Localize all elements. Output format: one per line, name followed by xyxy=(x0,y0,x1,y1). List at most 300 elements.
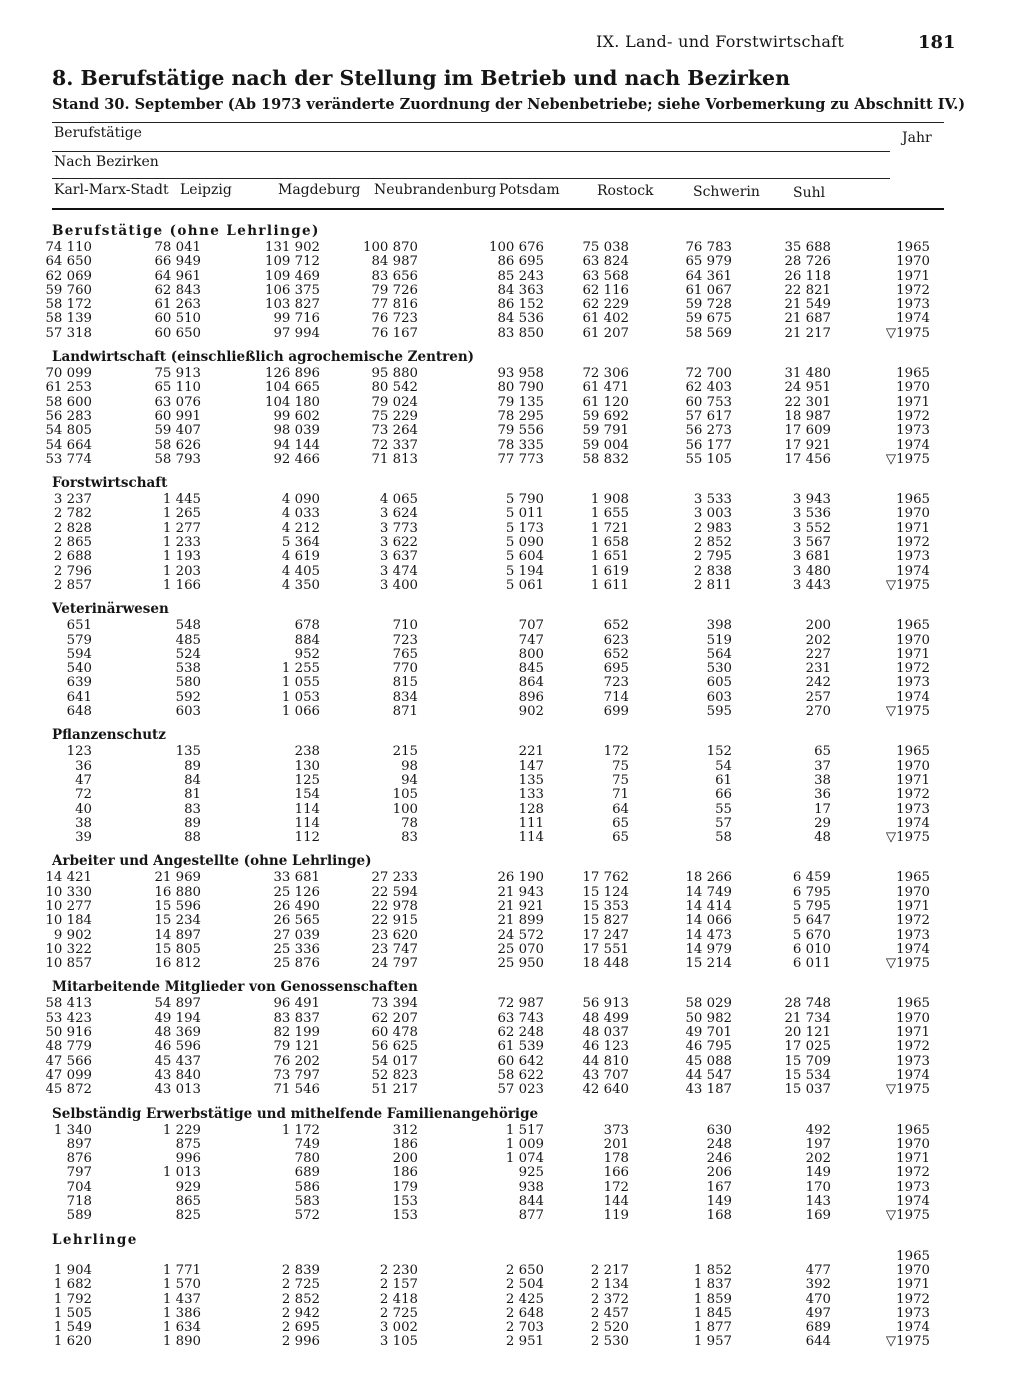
cell-suhl: 3 567 xyxy=(792,535,831,551)
cell-jahr: 1971 xyxy=(896,772,930,788)
cell-potsdam: 93 958 xyxy=(497,366,544,382)
cell-suhl: 48 xyxy=(814,830,831,846)
table-row xyxy=(0,997,1024,1011)
cell-karl-marx-stadt: 39 xyxy=(75,830,92,846)
cell-karl-marx-stadt: 53 774 xyxy=(45,451,92,467)
cell-karl-marx-stadt: 64 650 xyxy=(45,254,92,270)
cell-rostock: 1 908 xyxy=(590,492,629,508)
cell-neubrandenburg: 83 656 xyxy=(371,268,418,284)
cell-suhl: 5 647 xyxy=(792,913,831,929)
cell-magdeburg: 1 172 xyxy=(281,1122,320,1138)
cell-karl-marx-stadt: 10 330 xyxy=(45,884,92,900)
cell-neubrandenburg: 3 773 xyxy=(379,520,418,536)
cell-jahr: 1970 xyxy=(896,632,930,648)
cell-potsdam: 61 539 xyxy=(497,1039,544,1055)
cell-schwerin: 64 361 xyxy=(685,268,732,284)
cell-schwerin: 167 xyxy=(706,1179,732,1195)
cell-karl-marx-stadt: 540 xyxy=(66,661,92,677)
cell-suhl: 169 xyxy=(805,1208,831,1224)
cell-leipzig: 875 xyxy=(175,1136,201,1152)
header-bezirk-neubrandenburg: Neubrandenburg xyxy=(374,182,497,198)
cell-leipzig: 43 840 xyxy=(154,1067,201,1083)
table-row xyxy=(0,803,1024,817)
cell-rostock: 59 692 xyxy=(582,408,629,424)
cell-neubrandenburg: 312 xyxy=(392,1122,418,1138)
cell-karl-marx-stadt: 2 782 xyxy=(53,506,92,522)
cell-schwerin: 60 753 xyxy=(685,394,732,410)
cell-neubrandenburg: 3 624 xyxy=(379,506,418,522)
cell-potsdam: 84 363 xyxy=(497,282,544,298)
cell-leipzig: 1 193 xyxy=(162,549,201,565)
cell-leipzig: 89 xyxy=(184,758,201,774)
cell-rostock: 1 721 xyxy=(590,520,629,536)
cell-karl-marx-stadt: 10 322 xyxy=(45,941,92,957)
cell-potsdam: 100 676 xyxy=(489,240,544,255)
cell-magdeburg: 79 121 xyxy=(273,1039,320,1055)
cell-magdeburg: 126 896 xyxy=(265,366,320,382)
table-row xyxy=(0,1250,1024,1264)
cell-leipzig: 1 634 xyxy=(162,1320,201,1336)
table-row xyxy=(0,493,1024,507)
cell-neubrandenburg: 710 xyxy=(392,618,418,634)
cell-schwerin: 149 xyxy=(706,1194,732,1210)
cell-karl-marx-stadt: 594 xyxy=(66,646,92,662)
cell-schwerin: 44 547 xyxy=(685,1067,732,1083)
cell-schwerin: 58 xyxy=(715,830,732,846)
cell-karl-marx-stadt: 876 xyxy=(66,1151,92,1167)
table-row xyxy=(0,396,1024,410)
cell-schwerin: 248 xyxy=(706,1136,732,1152)
cell-magdeburg: 71 546 xyxy=(273,1082,320,1098)
cell-schwerin: 58 569 xyxy=(685,325,732,341)
cell-suhl: 15 037 xyxy=(784,1082,831,1098)
cell-magdeburg: 92 466 xyxy=(273,451,320,467)
cell-schwerin: 2 795 xyxy=(693,549,732,565)
table-row xyxy=(0,439,1024,453)
cell-leipzig: 49 194 xyxy=(154,1010,201,1026)
cell-schwerin: 206 xyxy=(706,1165,732,1181)
table-row xyxy=(0,1278,1024,1292)
cell-karl-marx-stadt: 1 620 xyxy=(53,1334,92,1350)
cell-neubrandenburg: 3 105 xyxy=(379,1334,418,1350)
cell-neubrandenburg: 22 915 xyxy=(371,913,418,929)
cell-neubrandenburg: 765 xyxy=(392,646,418,662)
cell-jahr: 1974 xyxy=(896,689,930,705)
cell-suhl: 644 xyxy=(805,1334,831,1350)
cell-jahr: 1973 xyxy=(896,423,930,439)
header-rule-bottom xyxy=(52,208,944,210)
header-bezirk-suhl: Suhl xyxy=(793,185,826,201)
table-row xyxy=(0,705,1024,719)
table-row xyxy=(0,507,1024,521)
cell-schwerin: 2 811 xyxy=(693,577,732,593)
cell-jahr: ▽1975 xyxy=(885,577,930,593)
cell-magdeburg: 82 199 xyxy=(273,1025,320,1041)
table-row xyxy=(0,1166,1024,1180)
cell-potsdam: 60 642 xyxy=(497,1053,544,1069)
cell-potsdam: 111 xyxy=(518,815,544,831)
cell-magdeburg: 94 144 xyxy=(273,437,320,453)
table-row xyxy=(0,1321,1024,1335)
cell-rostock: 59 791 xyxy=(582,423,629,439)
cell-neubrandenburg: 22 978 xyxy=(371,898,418,914)
cell-rostock: 61 207 xyxy=(582,325,629,341)
cell-magdeburg: 114 xyxy=(294,815,320,831)
cell-suhl: 15 709 xyxy=(784,1053,831,1069)
table-row xyxy=(0,871,1024,885)
cell-neubrandenburg: 95 880 xyxy=(371,366,418,382)
cell-potsdam: 114 xyxy=(518,830,544,846)
cell-jahr: 1971 xyxy=(896,1151,930,1167)
cell-neubrandenburg: 153 xyxy=(392,1194,418,1210)
cell-schwerin: 49 701 xyxy=(685,1025,732,1041)
cell-magdeburg: 2 852 xyxy=(281,1291,320,1307)
cell-magdeburg: 2 839 xyxy=(281,1262,320,1278)
cell-leipzig: 89 xyxy=(184,815,201,831)
cell-magdeburg: 98 039 xyxy=(273,423,320,439)
table-row xyxy=(0,745,1024,759)
table-row xyxy=(0,1209,1024,1223)
cell-suhl: 36 xyxy=(814,787,831,803)
cell-karl-marx-stadt: 45 872 xyxy=(45,1082,92,1098)
cell-jahr: 1972 xyxy=(896,1165,930,1181)
cell-magdeburg: 125 xyxy=(294,772,320,788)
cell-leipzig: 1 570 xyxy=(162,1277,201,1293)
cell-magdeburg: 26 565 xyxy=(273,913,320,929)
cell-magdeburg: 2 996 xyxy=(281,1334,320,1350)
cell-potsdam: 63 743 xyxy=(497,1010,544,1026)
table-row xyxy=(0,1138,1024,1152)
cell-rostock: 42 640 xyxy=(582,1082,629,1098)
cell-magdeburg: 4 405 xyxy=(281,563,320,579)
cell-jahr: 1965 xyxy=(896,744,930,760)
cell-potsdam: 747 xyxy=(518,632,544,648)
table-row xyxy=(0,1012,1024,1026)
cell-jahr: 1972 xyxy=(896,913,930,929)
cell-magdeburg: 114 xyxy=(294,801,320,817)
cell-karl-marx-stadt: 72 xyxy=(75,787,92,803)
cell-schwerin: 54 xyxy=(715,758,732,774)
cell-suhl: 65 xyxy=(814,744,831,760)
cell-jahr: 1971 xyxy=(896,520,930,536)
cell-suhl: 18 987 xyxy=(784,408,831,424)
section-title: IX. Land- und Forstwirtschaft xyxy=(596,32,845,51)
cell-neubrandenburg: 94 xyxy=(401,772,418,788)
cell-neubrandenburg: 3 400 xyxy=(379,577,418,593)
cell-suhl: 202 xyxy=(805,632,831,648)
cell-neubrandenburg: 52 823 xyxy=(371,1067,418,1083)
cell-leipzig: 135 xyxy=(175,744,201,760)
cell-neubrandenburg: 4 065 xyxy=(379,492,418,508)
cell-schwerin: 58 029 xyxy=(685,996,732,1012)
cell-leipzig: 54 897 xyxy=(154,996,201,1012)
table-row xyxy=(0,312,1024,326)
section-label: Veterinärwesen xyxy=(52,601,169,618)
cell-jahr: 1972 xyxy=(896,1291,930,1307)
cell-rostock: 18 448 xyxy=(582,956,629,972)
cell-schwerin: 2 838 xyxy=(693,563,732,579)
cell-neubrandenburg: 100 xyxy=(392,801,418,817)
cell-karl-marx-stadt: 1 792 xyxy=(53,1291,92,1307)
cell-leipzig: 46 596 xyxy=(154,1039,201,1055)
cell-neubrandenburg: 179 xyxy=(392,1179,418,1195)
cell-leipzig: 60 650 xyxy=(154,325,201,341)
cell-suhl: 3 552 xyxy=(792,520,831,536)
cell-schwerin: 55 105 xyxy=(685,451,732,467)
cell-rostock: 48 037 xyxy=(582,1025,629,1041)
cell-neubrandenburg: 2 157 xyxy=(379,1277,418,1293)
cell-potsdam: 147 xyxy=(518,758,544,774)
cell-schwerin: 2 983 xyxy=(693,520,732,536)
cell-jahr: 1973 xyxy=(896,1179,930,1195)
cell-jahr: 1965 xyxy=(896,1248,930,1264)
cell-leipzig: 21 969 xyxy=(154,870,201,886)
cell-jahr: ▽1975 xyxy=(885,1208,930,1224)
cell-karl-marx-stadt: 639 xyxy=(66,675,92,691)
cell-potsdam: 57 023 xyxy=(497,1082,544,1098)
cell-suhl: 5 795 xyxy=(792,898,831,914)
cell-rostock: 65 xyxy=(612,830,629,846)
cell-rostock: 15 124 xyxy=(582,884,629,900)
cell-suhl: 17 921 xyxy=(784,437,831,453)
cell-potsdam: 83 850 xyxy=(497,325,544,341)
cell-leipzig: 580 xyxy=(175,675,201,691)
table-row xyxy=(0,1069,1024,1083)
cell-karl-marx-stadt: 54 664 xyxy=(45,437,92,453)
cell-suhl: 21 687 xyxy=(784,311,831,327)
cell-karl-marx-stadt: 651 xyxy=(66,618,92,634)
cell-jahr: 1971 xyxy=(896,1025,930,1041)
cell-magdeburg: 96 491 xyxy=(273,996,320,1012)
cell-leipzig: 78 041 xyxy=(154,240,201,255)
cell-karl-marx-stadt: 74 110 xyxy=(45,240,92,255)
cell-suhl: 17 xyxy=(814,801,831,817)
cell-rostock: 623 xyxy=(603,632,629,648)
cell-karl-marx-stadt: 704 xyxy=(66,1179,92,1195)
cell-magdeburg: 4 212 xyxy=(281,520,320,536)
cell-potsdam: 135 xyxy=(518,772,544,788)
cell-schwerin: 1 837 xyxy=(693,1277,732,1293)
cell-potsdam: 938 xyxy=(518,1179,544,1195)
table-row xyxy=(0,1307,1024,1321)
cell-magdeburg: 1 066 xyxy=(281,704,320,720)
cell-rostock: 71 xyxy=(612,787,629,803)
cell-jahr: 1970 xyxy=(896,1136,930,1152)
cell-karl-marx-stadt: 40 xyxy=(75,801,92,817)
section-label: Lehrlinge xyxy=(52,1231,138,1248)
cell-schwerin: 57 617 xyxy=(685,408,732,424)
cell-schwerin: 1 845 xyxy=(693,1305,732,1321)
cell-schwerin: 3 003 xyxy=(693,506,732,522)
section-label: Mitarbeitende Mitglieder von Genossenschaften xyxy=(52,979,418,996)
cell-magdeburg: 238 xyxy=(294,744,320,760)
cell-rostock: 652 xyxy=(603,646,629,662)
cell-suhl: 37 xyxy=(814,758,831,774)
cell-potsdam: 24 572 xyxy=(497,927,544,943)
cell-karl-marx-stadt: 797 xyxy=(66,1165,92,1181)
cell-magdeburg: 1 055 xyxy=(281,675,320,691)
table-row xyxy=(0,886,1024,900)
header-jahr: Jahr xyxy=(902,130,932,146)
cell-potsdam: 78 295 xyxy=(497,408,544,424)
cell-potsdam: 21 899 xyxy=(497,913,544,929)
cell-potsdam: 800 xyxy=(518,646,544,662)
table-row xyxy=(0,1026,1024,1040)
cell-rostock: 695 xyxy=(603,661,629,677)
cell-potsdam: 25 950 xyxy=(497,956,544,972)
cell-rostock: 17 247 xyxy=(582,927,629,943)
table-row xyxy=(0,270,1024,284)
cell-potsdam: 925 xyxy=(518,1165,544,1181)
cell-magdeburg: 103 827 xyxy=(265,297,320,313)
cell-neubrandenburg: 834 xyxy=(392,689,418,705)
cell-leipzig: 1 277 xyxy=(162,520,201,536)
cell-neubrandenburg: 51 217 xyxy=(371,1082,418,1098)
header-rule-top xyxy=(52,122,944,123)
cell-potsdam: 707 xyxy=(518,618,544,634)
cell-suhl: 29 xyxy=(814,815,831,831)
cell-suhl: 31 480 xyxy=(784,366,831,382)
cell-potsdam: 58 622 xyxy=(497,1067,544,1083)
cell-jahr: 1965 xyxy=(896,996,930,1012)
table-row xyxy=(0,957,1024,971)
table-row xyxy=(0,831,1024,845)
cell-magdeburg: 4 090 xyxy=(281,492,320,508)
cell-leipzig: 61 263 xyxy=(154,297,201,313)
cell-magdeburg: 25 876 xyxy=(273,956,320,972)
cell-jahr: 1971 xyxy=(896,268,930,284)
cell-leipzig: 15 805 xyxy=(154,941,201,957)
table-row xyxy=(0,817,1024,831)
cell-magdeburg: 572 xyxy=(294,1208,320,1224)
cell-magdeburg: 27 039 xyxy=(273,927,320,943)
cell-potsdam: 5 194 xyxy=(505,563,544,579)
cell-leipzig: 58 626 xyxy=(154,437,201,453)
cell-magdeburg: 2 942 xyxy=(281,1305,320,1321)
cell-schwerin: 564 xyxy=(706,646,732,662)
cell-suhl: 200 xyxy=(805,618,831,634)
cell-magdeburg: 112 xyxy=(294,830,320,846)
cell-jahr: 1974 xyxy=(896,1194,930,1210)
cell-neubrandenburg: 186 xyxy=(392,1165,418,1181)
cell-schwerin: 530 xyxy=(706,661,732,677)
cell-neubrandenburg: 24 797 xyxy=(371,956,418,972)
cell-magdeburg: 109 469 xyxy=(265,268,320,284)
cell-schwerin: 56 273 xyxy=(685,423,732,439)
cell-suhl: 392 xyxy=(805,1277,831,1293)
header-rule-mid-1 xyxy=(52,151,890,152)
cell-schwerin: 62 403 xyxy=(685,380,732,396)
cell-potsdam: 21 921 xyxy=(497,898,544,914)
cell-suhl: 202 xyxy=(805,1151,831,1167)
cell-schwerin: 43 187 xyxy=(685,1082,732,1098)
cell-karl-marx-stadt: 58 172 xyxy=(45,297,92,313)
cell-karl-marx-stadt: 58 600 xyxy=(45,394,92,410)
cell-rostock: 75 xyxy=(612,772,629,788)
cell-potsdam: 86 695 xyxy=(497,254,544,270)
cell-rostock: 56 913 xyxy=(582,996,629,1012)
cell-neubrandenburg: 54 017 xyxy=(371,1053,418,1069)
cell-neubrandenburg: 83 xyxy=(401,830,418,846)
cell-magdeburg: 5 364 xyxy=(281,535,320,551)
cell-schwerin: 55 xyxy=(715,801,732,817)
cell-potsdam: 2 425 xyxy=(505,1291,544,1307)
cell-leipzig: 1 890 xyxy=(162,1334,201,1350)
cell-magdeburg: 4 619 xyxy=(281,549,320,565)
cell-suhl: 6 795 xyxy=(792,884,831,900)
cell-rostock: 172 xyxy=(603,1179,629,1195)
cell-jahr: 1970 xyxy=(896,1010,930,1026)
table-row xyxy=(0,1083,1024,1097)
cell-jahr: 1974 xyxy=(896,815,930,831)
cell-karl-marx-stadt: 10 184 xyxy=(45,913,92,929)
cell-schwerin: 603 xyxy=(706,689,732,705)
cell-suhl: 3 681 xyxy=(792,549,831,565)
header-berufstaetige: Berufstätige xyxy=(54,125,142,141)
cell-magdeburg: 73 797 xyxy=(273,1067,320,1083)
cell-karl-marx-stadt: 56 283 xyxy=(45,408,92,424)
cell-neubrandenburg: 3 622 xyxy=(379,535,418,551)
cell-magdeburg: 586 xyxy=(294,1179,320,1195)
cell-potsdam: 77 773 xyxy=(497,451,544,467)
table-row xyxy=(0,1124,1024,1138)
cell-potsdam: 2 648 xyxy=(505,1305,544,1321)
cell-suhl: 17 609 xyxy=(784,423,831,439)
cell-rostock: 65 xyxy=(612,815,629,831)
cell-schwerin: 18 266 xyxy=(685,870,732,886)
cell-rostock: 201 xyxy=(603,1136,629,1152)
table-row xyxy=(0,536,1024,550)
cell-suhl: 26 118 xyxy=(784,268,831,284)
cell-leipzig: 538 xyxy=(175,661,201,677)
cell-karl-marx-stadt: 1 682 xyxy=(53,1277,92,1293)
cell-leipzig: 15 596 xyxy=(154,898,201,914)
cell-potsdam: 26 190 xyxy=(497,870,544,886)
cell-karl-marx-stadt: 70 099 xyxy=(45,366,92,382)
table-row xyxy=(0,760,1024,774)
cell-jahr: 1970 xyxy=(896,1262,930,1278)
cell-rostock: 61 402 xyxy=(582,311,629,327)
cell-leipzig: 58 793 xyxy=(154,451,201,467)
cell-neubrandenburg: 56 625 xyxy=(371,1039,418,1055)
cell-potsdam: 84 536 xyxy=(497,311,544,327)
cell-rostock: 178 xyxy=(603,1151,629,1167)
table-row xyxy=(0,1293,1024,1307)
cell-potsdam: 78 335 xyxy=(497,437,544,453)
cell-schwerin: 50 982 xyxy=(685,1010,732,1026)
cell-magdeburg: 1 255 xyxy=(281,661,320,677)
cell-rostock: 43 707 xyxy=(582,1067,629,1083)
cell-suhl: 497 xyxy=(805,1305,831,1321)
cell-jahr: 1972 xyxy=(896,408,930,424)
header-bezirk-karl-marx-stadt: Karl-Marx-Stadt xyxy=(54,182,169,198)
cell-leipzig: 1 166 xyxy=(162,577,201,593)
cell-suhl: 270 xyxy=(805,704,831,720)
cell-schwerin: 1 957 xyxy=(693,1334,732,1350)
cell-karl-marx-stadt: 3 237 xyxy=(53,492,92,508)
cell-rostock: 714 xyxy=(603,689,629,705)
cell-leipzig: 1 233 xyxy=(162,535,201,551)
cell-suhl: 22 301 xyxy=(784,394,831,410)
header-bezirk-schwerin: Schwerin xyxy=(693,184,760,200)
cell-neubrandenburg: 79 726 xyxy=(371,282,418,298)
table-row xyxy=(0,1264,1024,1278)
cell-karl-marx-stadt: 38 xyxy=(75,815,92,831)
cell-magdeburg: 2 695 xyxy=(281,1320,320,1336)
cell-leipzig: 16 880 xyxy=(154,884,201,900)
cell-suhl: 242 xyxy=(805,675,831,691)
cell-leipzig: 64 961 xyxy=(154,268,201,284)
